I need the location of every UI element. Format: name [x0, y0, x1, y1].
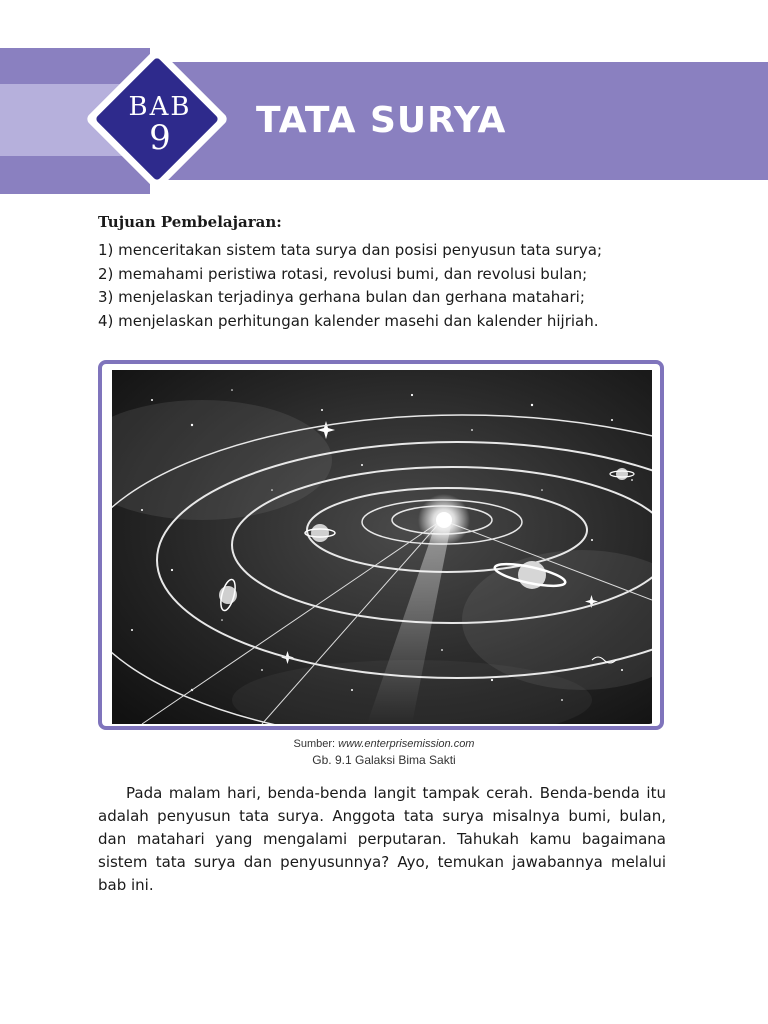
- learning-objectives: [98, 213, 678, 333]
- solar-system-illustration: [112, 370, 652, 724]
- figure-frame: [98, 360, 664, 730]
- objective-item: 4) menjelaskan perhitungan kalender masehi dan kalender hijriah.: [98, 311, 599, 330]
- chapter-title: TATA SURYA: [256, 100, 507, 141]
- figure-source: [0, 738, 768, 750]
- objective-item: 3) menjelaskan terjadinya gerhana bulan dan gerhana matahari;: [98, 288, 585, 306]
- objective-item: 1) menceritakan sistem tata surya dan posisi penyusun tata surya;: [98, 241, 602, 259]
- objectives-list: [98, 239, 678, 333]
- chapter-number: 9: [149, 118, 171, 158]
- intro-paragraph: Pada malam hari, benda-benda langit tampak cerah. Benda-benda itu adalah penyusun tata surya. Anggota tata surya misalnya bumi, bulan, dan matahari yang mengalami perputaran. Tahukah kamu bagaimana sistem tata surya dan penyusunnya? Ayo, temukan jawabannya melalui bab ini.: [98, 784, 666, 894]
- chapter-label: BAB: [128, 92, 192, 122]
- objectives-heading: Tujuan Pembelajaran:: [98, 213, 282, 231]
- source-link: www.enterprisemission.com: [338, 738, 475, 750]
- objective-item: 2) memahami peristiwa rotasi, revolusi bumi, dan revolusi bulan;: [98, 264, 588, 283]
- figure-caption: Gb. 9.1 Galaksi Bima Sakti: [312, 753, 456, 767]
- source-label: Sumber:: [293, 738, 336, 750]
